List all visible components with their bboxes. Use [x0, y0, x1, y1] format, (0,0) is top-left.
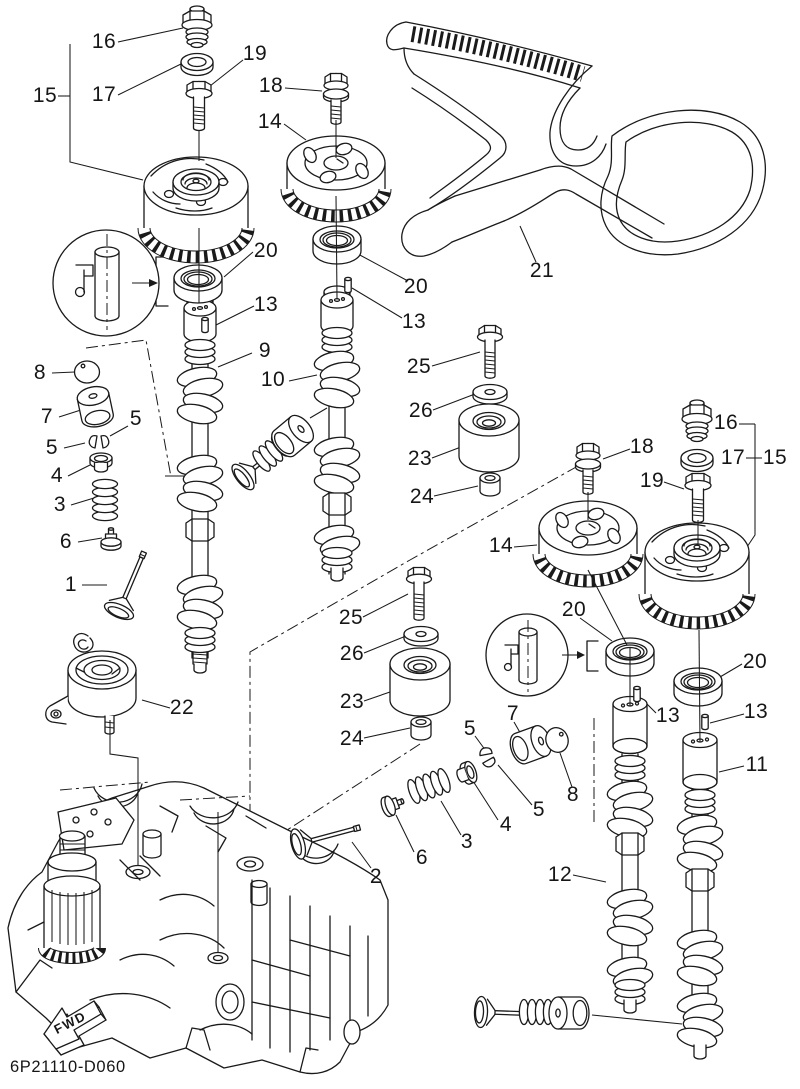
collar-24-upper — [480, 473, 500, 496]
callout-20: 20 — [742, 650, 768, 673]
callout-2: 2 — [369, 865, 383, 888]
callout-5: 5 — [45, 436, 59, 459]
callout-26: 26 — [408, 399, 434, 422]
valve-parts-group-right — [288, 723, 572, 861]
callout-7: 7 — [40, 405, 54, 428]
callout-15: 15 — [762, 446, 788, 469]
callout-20: 20 — [561, 598, 587, 621]
diagram-code: 6P21110-D060 — [10, 1058, 126, 1076]
idler-roller-23-lower — [390, 648, 450, 716]
callout-13: 13 — [401, 310, 427, 333]
callout-20: 20 — [253, 239, 279, 262]
drive-pulley-15-left — [144, 157, 248, 257]
washer-17-left — [181, 54, 213, 76]
collar-24-lower — [411, 717, 431, 740]
callout-9: 9 — [258, 339, 272, 362]
oil-seal-20-right-outer — [674, 668, 722, 706]
callout-13: 13 — [655, 704, 681, 727]
callout-17: 17 — [720, 446, 746, 469]
dowel-pin-13-b — [345, 277, 351, 292]
bolt-25-upper — [478, 326, 503, 379]
callout-25: 25 — [338, 606, 364, 629]
callout-21: 21 — [529, 259, 555, 282]
callout-14: 14 — [488, 534, 514, 557]
washer-26-lower — [404, 627, 438, 647]
callout-1: 1 — [64, 573, 78, 596]
drive-pulley-15-right — [645, 523, 749, 623]
callout-5: 5 — [463, 717, 477, 740]
valve-assembly-bottom — [474, 996, 589, 1029]
callout-24: 24 — [409, 485, 435, 508]
callout-16: 16 — [713, 411, 739, 434]
callout-24: 24 — [339, 727, 365, 750]
callout-20: 20 — [403, 275, 429, 298]
callout-3: 3 — [53, 493, 67, 516]
callout-19: 19 — [639, 469, 665, 492]
camshaft-11 — [676, 733, 725, 1060]
bolt-16-left — [182, 6, 212, 48]
callout-6: 6 — [59, 530, 73, 553]
idler-roller-23-upper — [459, 404, 519, 472]
washer-26-upper — [473, 385, 507, 405]
callout-23: 23 — [407, 447, 433, 470]
callout-3: 3 — [460, 830, 474, 853]
callout-22: 22 — [169, 696, 195, 719]
callout-23: 23 — [339, 690, 365, 713]
oil-seal-20-left — [174, 265, 222, 303]
callout-26: 26 — [339, 642, 365, 665]
callout-11: 11 — [745, 753, 769, 776]
callout-4: 4 — [499, 813, 513, 836]
bolt-16-right — [682, 400, 712, 442]
tensioner-22 — [46, 634, 136, 734]
callout-16: 16 — [91, 30, 117, 53]
callout-7: 7 — [506, 702, 520, 725]
callout-14: 14 — [257, 110, 283, 133]
bolt-19-left — [186, 82, 212, 131]
callout-19: 19 — [242, 42, 268, 65]
valve-assembly-mid — [228, 408, 327, 493]
callout-10: 10 — [260, 368, 286, 391]
washer-17-right — [681, 450, 713, 472]
bolt-19-right — [685, 474, 711, 523]
callout-5: 5 — [532, 798, 546, 821]
callout-13: 13 — [253, 293, 279, 316]
dowel-pin-13-a — [202, 317, 208, 332]
bolt-18-right — [576, 444, 601, 495]
camshaft-12 — [606, 697, 655, 1014]
camshaft-9 — [176, 294, 225, 673]
valve-parts-group-left — [75, 361, 159, 623]
callout-18: 18 — [258, 74, 284, 97]
callout-5: 5 — [129, 407, 143, 430]
timing-belt — [387, 22, 766, 256]
callout-8: 8 — [566, 783, 580, 806]
callout-4: 4 — [50, 464, 64, 487]
callout-25: 25 — [406, 355, 432, 378]
callout-8: 8 — [33, 361, 47, 384]
camshaft-10 — [313, 286, 362, 581]
seal-orientation-inset-left — [53, 230, 159, 336]
seal-orientation-inset-right — [486, 614, 585, 696]
intake-valve-1 — [102, 546, 158, 623]
callout-18: 18 — [629, 435, 655, 458]
bolt-25-lower — [407, 568, 432, 621]
dowel-pin-13-c — [634, 686, 640, 701]
dowel-pin-13-d — [702, 714, 708, 729]
callout-12: 12 — [547, 863, 573, 886]
callout-13: 13 — [743, 700, 769, 723]
bolt-18-left — [324, 74, 349, 125]
callout-6: 6 — [415, 846, 429, 869]
fwd-arrow-label: FWD — [51, 1008, 89, 1037]
callout-15: 15 — [32, 84, 58, 107]
callout-17: 17 — [91, 83, 117, 106]
